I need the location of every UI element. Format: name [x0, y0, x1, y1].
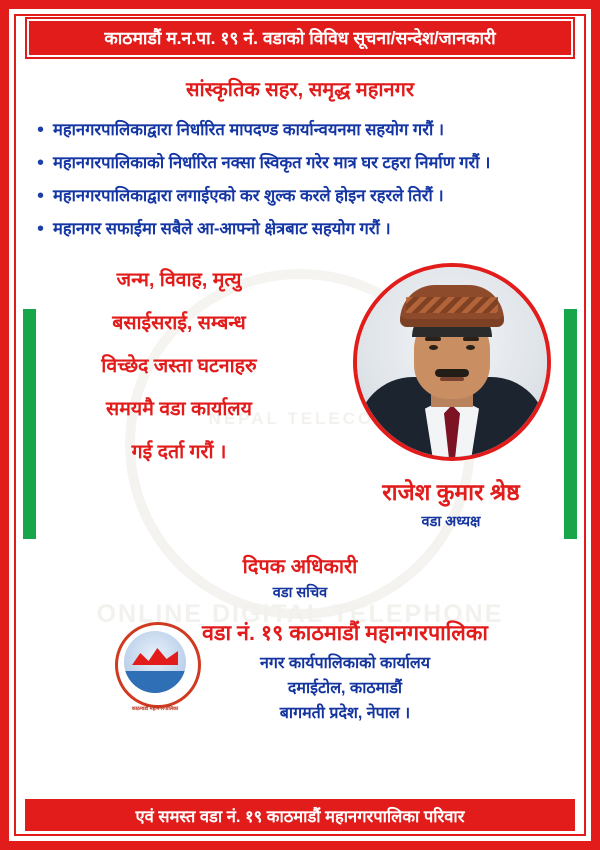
bullet-text: महानगर सफाईमा सबैले आ-आफ्नो क्षेत्रबाट सहयोग गरौं ।	[53, 220, 391, 238]
poster-subtitle: सांस्कृतिक सहर, समृद्ध महानगर	[185, 79, 415, 101]
middle-section	[9, 261, 591, 546]
notice-line: गई दर्ता गरौं ।	[131, 441, 227, 463]
footer-address	[202, 616, 488, 723]
chairperson-block	[353, 263, 549, 531]
footer-line-ward: वडा नं. १९ काठमाडौं महानगरपालिका	[202, 621, 488, 645]
portrait-eye-left	[429, 345, 438, 350]
header-banner	[25, 17, 575, 59]
portrait-eyebrow-left	[425, 337, 441, 341]
secretary-role: वडा सचिव	[272, 585, 328, 601]
secretary-name: दिपक अधिकारी	[242, 556, 358, 578]
footer-section	[9, 616, 591, 723]
footer-line-locality: दमाईटोल, काठमाडौं	[287, 680, 403, 697]
portrait-mustache	[435, 369, 469, 377]
bullet-text: महानगरपालिकाद्वारा लगाईएको कर शुल्क करले होइन रहरले तिरौं ।	[53, 187, 444, 205]
list-item	[35, 153, 565, 173]
chairperson-name: राजेश कुमार श्रेष्ठ	[382, 479, 520, 505]
bullet-dot-icon: •	[37, 152, 45, 174]
emblem-caption: काठमाडौं महानगरपालिका	[131, 706, 179, 712]
notice-line: विच्छेद जस्ता घटनाहरु	[101, 355, 257, 377]
footer-line-province: बागमती प्रदेश, नेपाल ।	[279, 705, 411, 722]
list-item	[35, 186, 565, 206]
header-banner-text: काठमाडौं म.न.पा. १९ नं. वडाको विविध सूचना/सन्देश/जानकारी	[104, 28, 496, 48]
bottom-banner-text: एवं समस्त वडा नं. १९ काठमाडौं महानगरपालिका परिवार	[135, 807, 465, 826]
bullet-dot-icon: •	[37, 119, 45, 141]
bullet-dot-icon: •	[37, 185, 45, 207]
bullet-list	[35, 120, 565, 239]
portrait-eye-right	[466, 345, 475, 350]
municipality-emblem-icon	[112, 616, 198, 712]
portrait-mouth	[440, 377, 464, 381]
emblem-inner-artwork	[124, 631, 186, 693]
avatar	[353, 263, 551, 461]
secretary-block	[9, 552, 591, 602]
dhaka-topi-icon	[400, 285, 504, 327]
notice-line: समयमै वडा कार्यालय	[106, 398, 252, 420]
notice-line: बसाईसराई, सम्बन्ध	[112, 312, 246, 334]
notice-line: जन्म, विवाह, मृत्यु	[116, 269, 242, 291]
watermark-mid-text: NEPAL TELECOM	[208, 409, 392, 428]
portrait-eyebrow-right	[463, 337, 479, 341]
bullet-text: महानगरपालिकाको निर्धारित नक्सा स्विकृत गरेर मात्र घर टहरा निर्माण गरौं ।	[53, 154, 491, 172]
watermark-main-text: ONLINE DIGITAL TELEPHONE	[96, 600, 504, 628]
footer-line-office: नगर कार्यपालिकाको कार्यालय	[259, 655, 431, 672]
chairperson-role: वडा अध्यक्ष	[421, 514, 481, 530]
bullet-text: महानगरपालिकाद्वारा निर्धारित मापदण्ड कार्यान्वयनमा सहयोग गरौं ।	[53, 121, 445, 139]
list-item	[35, 219, 565, 239]
list-item	[35, 120, 565, 140]
registration-notice-block	[29, 265, 329, 480]
bottom-banner	[25, 799, 575, 831]
bullet-dot-icon: •	[37, 218, 45, 240]
